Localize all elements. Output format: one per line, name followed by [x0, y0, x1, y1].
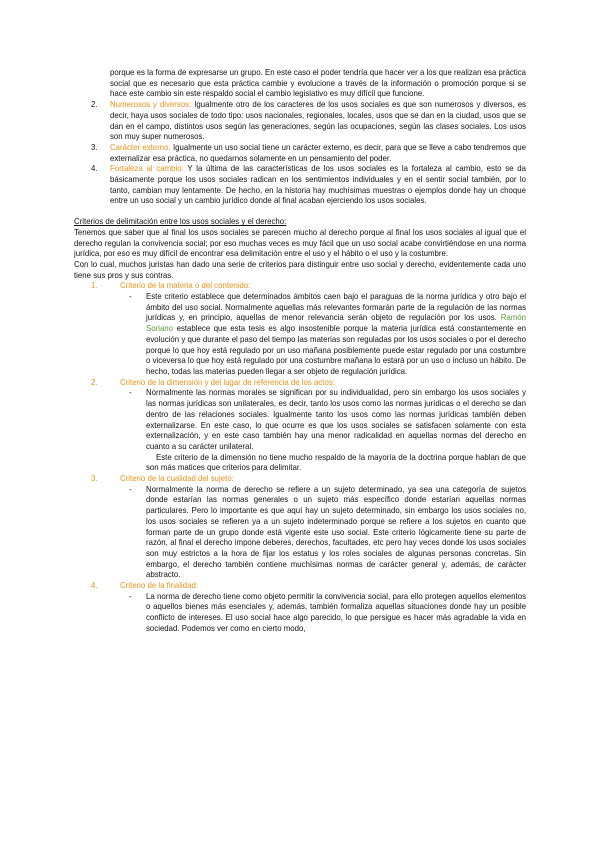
list-number: 4. — [91, 164, 98, 174]
criterion-title: Criterio de la finalidad: — [120, 581, 199, 591]
criterion-body — [74, 292, 526, 378]
section-heading: Criterios de delimitación entre los usos sociales y el derecho: — [74, 217, 287, 227]
criterion-body — [74, 592, 526, 635]
criterion-heading — [74, 378, 526, 389]
item-text: Igualmente un uso social tiene un carácter externo, es decir, para que se lleve a cabo tendremos que externalizar esa práctica, no quedarnos solamente en un pensamiento del poder. — [110, 142, 526, 163]
criterion-text: establece que esta tesis es algo insostenible porque la materia jurídica está constantemente en evolución y que durante el paso del tiempo las materias son reguladas por los usos sociales o por el derecho porque lo que hoy está regulado por un uso mañana posiblemente puede estar regulado por una costumbre o viceversa lo que hoy está regulado por una costumbre mañana lo estará por un uso o incluso un hábito. De hecho, todas las materias pueden llegar a ser objeto de regulación jurídica. — [146, 324, 526, 376]
criterion-body — [74, 485, 526, 581]
bullet-dash: - — [129, 591, 132, 601]
criterion-body — [74, 388, 526, 452]
section-paragraph: Tenemos que saber que al final los usos sociales se parecen mucho al derecho porque al final los usos sociales al igual que el derecho regulan la convivencia social; por eso muchas veces es muy fácil que un uso social acabe convirtiéndose en una norma jurídica, por eso es muy difícil de encontrar esa delimitación entre el uso y el hábito o el uso y la costumbre. — [74, 227, 526, 259]
author-name: Ramón Soriano — [146, 313, 526, 334]
list-item-4 — [74, 164, 526, 207]
criterion-number: 2. — [91, 377, 98, 387]
list-number: 3. — [91, 142, 98, 152]
item-title: Carácter externo: — [110, 142, 171, 152]
criterion-text: Este criterio establece que determinados ámbitos caen bajo el paraguas de la norma jurídica y otro bajo el ámbito del uso social. Normalmente aquellas más relevantes formarán parte de la regulación de las normas jurídicas y, en principio, aquellas de menor relevancia serán objeto de regulación por los usos. — [146, 292, 526, 323]
criterion-number: 3. — [91, 474, 98, 484]
criterion-heading — [74, 474, 526, 485]
item-title: Numerosos y diversos: — [110, 100, 192, 110]
section-paragraph: Con lo cual, muchos juristas han dado una serie de criterios para distinguir entre uso social y derecho, evidentemente cada uno tiene sus pros y sus contras. — [74, 259, 526, 280]
criterion-title: Criterio de la dimensión y del lugar de referencia de los actos: — [120, 377, 335, 387]
criterion-title: Criterio de la cualidad del sujeto: — [120, 474, 234, 484]
criterion-title: Criterio de la materia o del contenido: — [120, 281, 251, 291]
bullet-dash: - — [129, 292, 132, 302]
list-item-3 — [74, 143, 526, 164]
criterion-heading — [74, 581, 526, 592]
criterion-number: 1. — [91, 281, 98, 291]
criterion-number: 4. — [91, 581, 98, 591]
document-page — [74, 68, 526, 635]
criterion-text: La norma de derecho tiene como objeto permitir la convivencia social, para ello protegen aquellos elementos o aquellos bienes más esenciales y, además, también formaliza aquellas situaciones donde hay un posible conflicto de intereses. El uso social hace algo parecido, lo que persigue es hacer más agradable la vida en sociedad. Podemos ver como en cierto modo, — [146, 591, 526, 633]
criterion-text: Normalmente las normas morales se significan por su individualidad, pero sin embargo los usos sociales y las normas jurídicas son unilaterales, es decir, tanto los usos como las normas jurídicas o el derecho se dan dentro de las relaciones sociales. Igualmente tanto los usos como las normas jurídicas también deben externalizarse. En este caso, lo que ocurre es que los usos sociales se satisfacen solamente con esta externalización, y en este caso también hay una menor radicalidad en aquellas normas del derecho en cuanto a su carácter unilateral. — [146, 388, 526, 451]
intro-paragraph: porque es la forma de expresarse un grupo. En este caso el poder tendría que hacer ver a los que realizan esa práctica social que es necesario que esta práctica cambie y evolucione a través de la información o promoción porque si se hace este cambio sin este respaldo social el cambio legislativo es muy difícil que funcione. — [110, 68, 526, 99]
bullet-dash: - — [129, 388, 132, 398]
criterion-text: Normalmente la norma de derecho se refiere a un sujeto determinado, ya sea una categoría de sujetos donde estarían las normas generales o un sujeto más específico donde estarían aquellas normas particulares. Pero lo importante es que aquí hay un sujeto determinado, sin embargo los usos sociales no, los usos sociales se refieren ya a un sujeto indeterminado porque se refiere a los sujetos en cuanto que forman parte de un grupo donde está vigente este uso social. Este criterio lógicamente tiene su parte de razón, al final el derecho impone deberes, derechos, facultades, etc pero hay veces donde los usos sociales son muy estrictos a la hora de fijar los estatus y los roles sociales de algunas personas concretas. Sin embargo, el derecho también contiene muchísimas normas de carácter general y, además, de carácter abstracto. — [146, 484, 526, 580]
item-text: Y la última de las características de los usos sociales es la fortaleza al cambio, esto se da básicamente porque los usos sociales radican en los sentimientos individuales y en el sentir social también, por lo tanto, cambian muy lentamente. De hecho, en la historia hay muchísimas muestras o ejemplos donde hay un choque entre un uso social y un cambio jurídico donde al final acaban ejerciendo los usos sociales. — [110, 164, 526, 206]
item-title: Fortaleza al cambio: — [110, 164, 184, 174]
list-number: 2. — [91, 100, 98, 110]
bullet-dash: - — [129, 484, 132, 494]
item-text: Igualmente otro de los caracteres de los usos sociales es que son numerosos y diversos, es decir, haya usos sociales de todo tipo: usos nacionales, regionales, locales, usos que se dan en la ciudad, usos que se dan en el campo, distintos usos según las generaciones, según las ocupaciones, según las clases sociales. Los usos son muy super numerosos. — [110, 100, 526, 142]
criterion-body-extra: Este criterio de la dimensión no tiene mucho respaldo de la mayoría de la doctrina porque hablan de que son más matices que criterios para delimitar. — [146, 452, 526, 473]
criterion-heading — [74, 281, 526, 292]
list-item-2 — [74, 100, 526, 143]
